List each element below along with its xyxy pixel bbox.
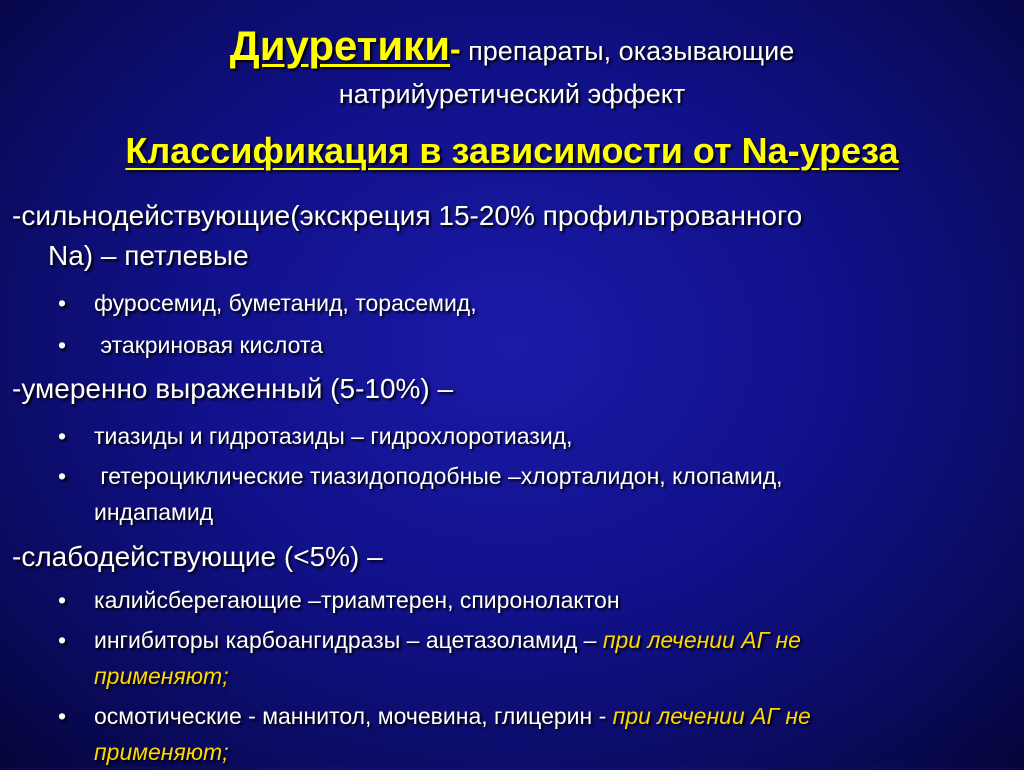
list-item bbox=[58, 327, 323, 363]
classification-heading: Классификация в зависимости от Na-уреза bbox=[125, 130, 899, 171]
bullet-text: этакриновая кислота bbox=[94, 332, 323, 358]
bullet-note-line2: применяют; bbox=[94, 739, 229, 765]
bullet-marker: • bbox=[58, 332, 67, 358]
title-dash: - bbox=[450, 31, 461, 67]
section-strong-heading bbox=[12, 196, 802, 276]
section-heading-line1: -слабодействующие (<5%) – bbox=[12, 541, 383, 572]
bullet-marker: • bbox=[58, 290, 67, 316]
section-heading-line2: Na) – петлевые bbox=[48, 240, 249, 271]
bullet-text: осмотические - маннитол, мочевина, глицерин - bbox=[94, 703, 613, 729]
bullet-note-line2: применяют; bbox=[94, 663, 229, 689]
title-main: Диуретики bbox=[229, 22, 451, 69]
list-item bbox=[58, 582, 620, 618]
list-item bbox=[58, 622, 801, 694]
section-heading-line1: -сильнодействующие(экскреция 15-20% профильтрованного bbox=[12, 200, 803, 231]
bullet-text: ингибиторы карбоангидразы – ацетазоламид – bbox=[94, 627, 603, 653]
bullet-text: гетероциклические тиазидоподобные –хлорталидон, клопамид, bbox=[94, 463, 783, 489]
section-moderate-heading bbox=[12, 369, 453, 409]
title-rest: препараты, оказывающие bbox=[460, 36, 795, 66]
bullet-text: фуросемид, буметанид, торасемид, bbox=[94, 290, 477, 316]
bullet-marker: • bbox=[58, 703, 67, 729]
list-item bbox=[58, 698, 811, 770]
bullet-text: калийсберегающие –триамтерен, спиронолактон bbox=[94, 587, 620, 613]
section-weak-heading bbox=[12, 537, 383, 577]
bullet-marker: • bbox=[58, 423, 67, 449]
list-item bbox=[58, 418, 573, 454]
title-line2: натрийуретический эффект bbox=[338, 79, 686, 109]
bullet-text-line2: индапамид bbox=[94, 499, 214, 525]
list-item bbox=[58, 285, 477, 321]
bullet-note: при лечении АГ не bbox=[602, 627, 801, 653]
bullet-note: при лечении АГ не bbox=[612, 703, 811, 729]
list-item bbox=[58, 458, 783, 530]
bullet-marker: • bbox=[58, 463, 67, 489]
bullet-marker: • bbox=[58, 587, 67, 613]
slide-title bbox=[0, 22, 1024, 70]
bullet-text: тиазиды и гидротазиды – гидрохлоротиазид, bbox=[94, 423, 573, 449]
section-heading-line1: -умеренно выраженный (5-10%) – bbox=[12, 373, 454, 404]
bullet-marker: • bbox=[58, 627, 67, 653]
